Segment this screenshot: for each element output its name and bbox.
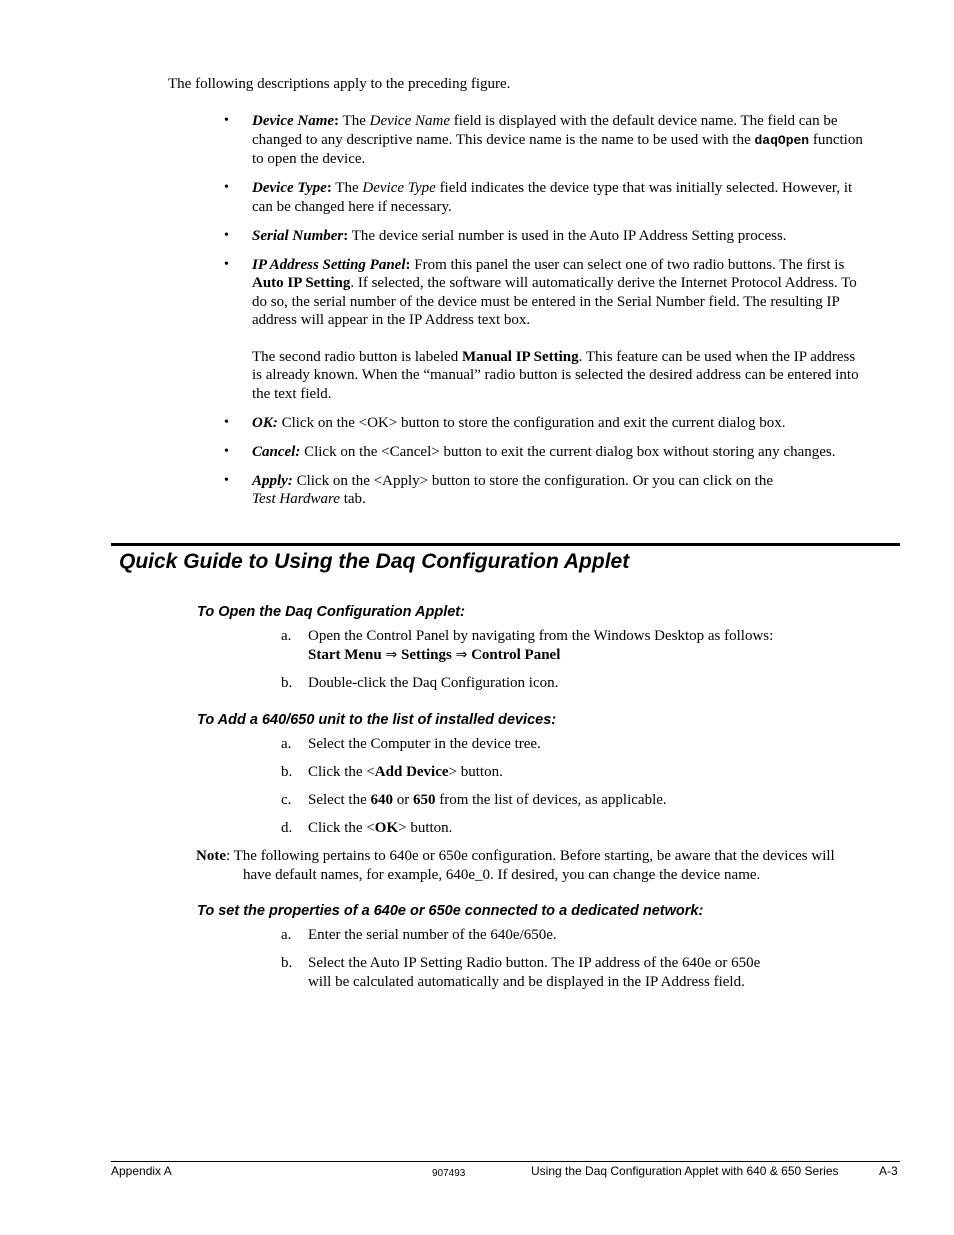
bullet-icon: • (224, 227, 229, 243)
text: to open the device. (252, 151, 366, 167)
menu-path-control-panel: Control Panel (471, 646, 561, 663)
step-text: Click the < (308, 820, 375, 836)
term-device-name: Device Name (252, 113, 335, 129)
bullet-icon: • (224, 472, 229, 488)
bullet-icon: • (224, 443, 229, 459)
list-item-apply (222, 472, 898, 509)
subheading-open-applet: To Open the Daq Configuration Applet: (197, 604, 465, 620)
text: The second radio button is labeled (252, 348, 462, 365)
text: field indicates the device type that was initially selected. However, it (435, 180, 853, 196)
list-item-serial-number (222, 227, 898, 246)
text: Click on the <Cancel> button to exit the current dialog box without storing any changes. (300, 443, 836, 460)
button-name-ok: OK (374, 820, 399, 836)
button-name-add-device: Add Device (374, 764, 449, 780)
subheading-dedicated-network: To set the properties of a 640e or 650e connected to a dedicated network: (197, 903, 704, 919)
field-name: Device Name (369, 113, 450, 129)
step-text: Select the Computer in the device tree. (308, 736, 541, 752)
term-separator: : (334, 113, 340, 129)
step-text: > button. (448, 764, 503, 780)
menu-path-start: Start Menu (308, 646, 382, 663)
step-label: a. (281, 927, 292, 943)
term-ok: OK: (252, 414, 278, 431)
term-separator: : (326, 180, 332, 196)
step-text: from the list of devices, as applicable. (435, 792, 667, 808)
step-label: c. (281, 792, 292, 808)
step-text: or (392, 792, 413, 808)
section-title: Quick Guide to Using the Daq Configuration Applet (119, 550, 630, 573)
step-text: > button. (398, 820, 453, 836)
model-640: 640 (370, 792, 393, 808)
text: is already known. When the “manual” radio button is selected the desired address can be entered into (252, 367, 859, 383)
term-separator: : (405, 256, 411, 273)
footer-divider (111, 1161, 900, 1162)
bullet-icon: • (224, 180, 229, 195)
text: Click on the <Apply> button to store the configuration. Or you can click on the (292, 472, 773, 489)
bullet-icon: • (224, 414, 229, 430)
arrow-right-icon: ⇒ (385, 646, 398, 663)
step-text: Select the (308, 792, 371, 808)
step-text: Double-click the Daq Configuration icon. (308, 675, 559, 691)
section-divider (111, 543, 900, 546)
step-label: b. (281, 675, 293, 691)
bullet-icon: • (224, 256, 229, 272)
tab-name: Test Hardware (252, 491, 340, 507)
note-text: have default names, for example, 640e_0. If desired, you can change the device name. (243, 866, 761, 883)
text: The (339, 113, 370, 129)
option-manual-ip: Manual IP Setting (461, 348, 579, 365)
text: function (809, 131, 863, 148)
term-ip-address-panel: IP Address Setting Panel (252, 256, 406, 273)
arrow-right-icon: ⇒ (455, 646, 468, 663)
function-name: daqOpen (754, 132, 810, 148)
list-item-ok (222, 414, 898, 433)
term-serial-number: Serial Number (252, 227, 344, 244)
step-label: b. (281, 955, 293, 971)
step-text: Select the Auto IP Setting Radio button. The IP address of the 640e or 650e (308, 955, 761, 971)
step-text: will be calculated automatically and be displayed in the IP Address field. (308, 973, 745, 990)
list-item-device-name (222, 112, 898, 169)
list-item-device-type (222, 179, 898, 216)
note-label: Note (196, 848, 226, 864)
option-auto-ip: Auto IP Setting (252, 275, 351, 291)
list-item-cancel (222, 443, 898, 462)
list-item-ip-address-panel (222, 256, 898, 404)
footer-doc-number: 907493 (432, 1168, 466, 1179)
footer-chapter-title: Using the Daq Configuration Applet with 640 & 650 Series (531, 1164, 839, 1178)
subheading-add-unit: To Add a 640/650 unit to the list of installed devices: (197, 712, 557, 728)
text: tab. (339, 491, 366, 507)
term-cancel: Cancel: (252, 443, 301, 460)
term-separator: : (343, 227, 349, 244)
text: . If selected, the software will automatically derive the Internet Protocol Address. To (350, 275, 857, 291)
step-text: Click the < (308, 764, 375, 780)
footer-appendix: Appendix A (111, 1164, 172, 1178)
text: From this panel the user can select one of two radio buttons. The first is (410, 256, 845, 273)
step-label: b. (281, 764, 293, 780)
text: field is displayed with the default device name. The field can be (450, 113, 838, 129)
step-label: a. (281, 736, 292, 752)
text: can be changed here if necessary. (252, 198, 452, 215)
step-text: Open the Control Panel by navigating from the Windows Desktop as follows: (308, 628, 774, 644)
text: the text field. (252, 385, 332, 402)
step-label: a. (281, 628, 292, 644)
text: address will appear in the IP Address text box. (252, 312, 531, 328)
note-block (196, 847, 896, 884)
text: The (331, 180, 363, 196)
text: do so, the serial number of the device must be entered in the Serial Number field. The resulting IP (252, 293, 840, 310)
text: Click on the <OK> button to store the configuration and exit the current dialog box. (277, 414, 786, 431)
menu-path-settings: Settings (400, 646, 452, 663)
step-text: Enter the serial number of the 640e/650e. (308, 927, 557, 943)
text: The device serial number is used in the Auto IP Address Setting process. (348, 227, 787, 244)
term-device-type: Device Type (252, 180, 327, 196)
bullet-icon: • (224, 113, 229, 128)
field-name: Device Type (362, 180, 436, 196)
step-label: d. (281, 820, 293, 836)
model-650: 650 (412, 792, 436, 808)
intro-paragraph: The following descriptions apply to the preceding figure. (168, 76, 511, 92)
description-list (222, 112, 898, 519)
footer-page-number: A-3 (879, 1164, 898, 1178)
text: changed to any descriptive name. This device name is the name to be used with the (252, 131, 755, 148)
text: . This feature can be used when the IP address (578, 348, 856, 365)
term-apply: Apply: (252, 472, 293, 489)
note-text: : The following pertains to 640e or 650e configuration. Before starting, be aware that the devices will (226, 848, 835, 864)
